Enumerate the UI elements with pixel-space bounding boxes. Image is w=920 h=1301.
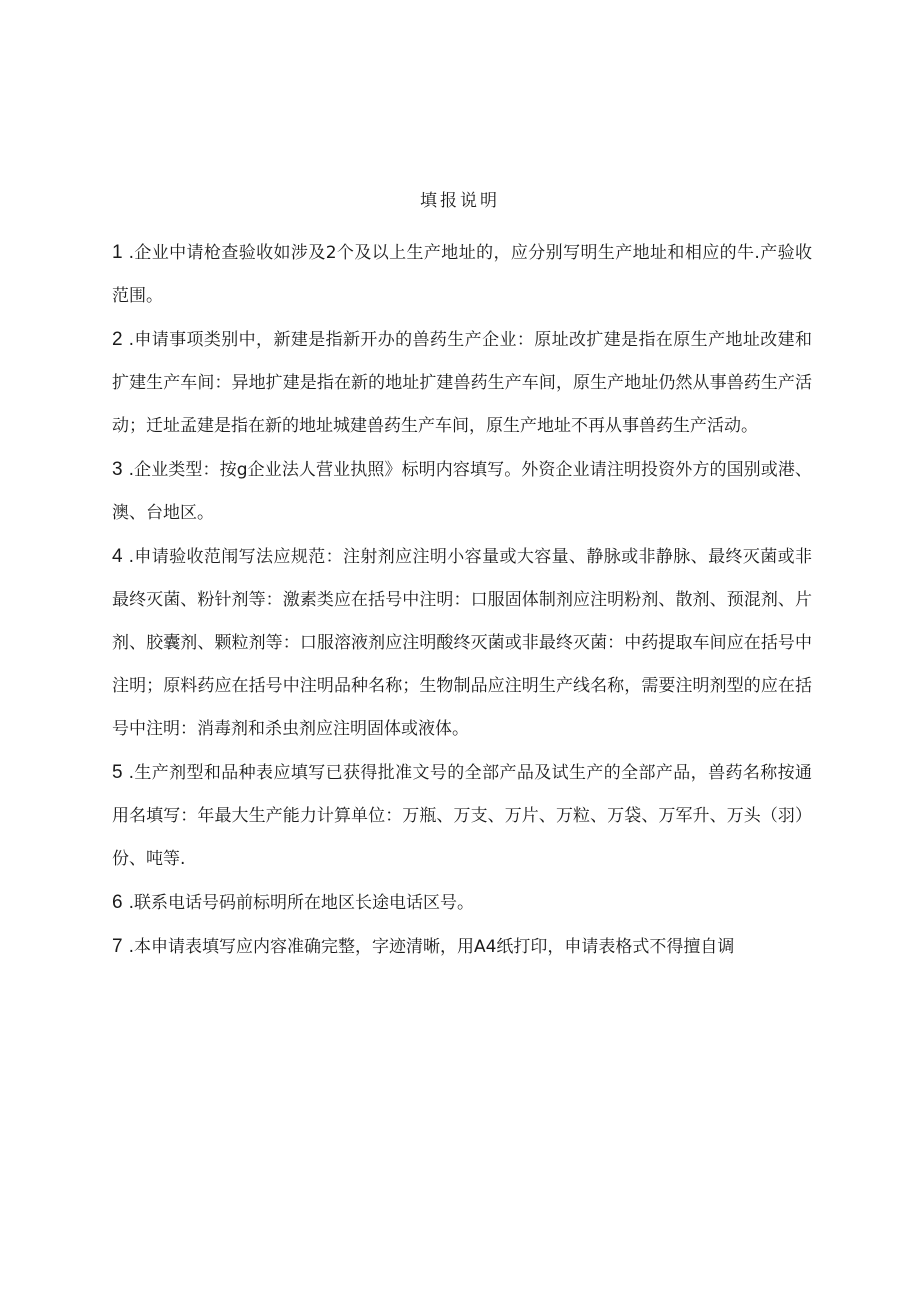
list-item (112, 881, 812, 925)
item-text: .企业中请枪查验收如涉及2个及以上生产地址的，应分别写明生产地址和相应的牛.产验收范围。 (112, 243, 812, 306)
list-item (112, 535, 812, 751)
item-number: 1 (112, 242, 123, 263)
item-text: .企业类型：按g企业法人营业执照》标明内容填写。外资企业请注明投资外方的国别或港、澳、台地区。 (112, 460, 812, 523)
list-item (112, 231, 812, 318)
item-number: 4 (112, 546, 123, 567)
item-number: 2 (112, 329, 123, 350)
item-number: 5 (112, 762, 123, 783)
document-title: 填报说明 (420, 191, 500, 211)
item-text: .生产剂型和品种表应填写已获得批准文号的全部产品及试生产的全部产品，兽药名称按通用名填写：年最大生产能力计算单位：万瓶、万支、万片、万粒、万袋、万军升、万头（羽）份、吨等. (112, 763, 812, 869)
list-item (112, 318, 812, 448)
item-number: 6 (112, 892, 123, 913)
list-item (112, 448, 812, 535)
list-item (112, 751, 812, 881)
item-number: 3 (112, 459, 123, 480)
item-text: .申请验收范闱写法应规范：注射剂应注明小容量或大容量、静脉或非静脉、最终灭菌或非最终灭菌、粉针剂等：激素类应在括号中注明：口服固体制剂应注明粉剂、散剂、预混剂、片剂、胶囊剂、颗粒剂等：口服溶液剂应注明酸终灭菌或非最终灭菌：中药提取车间应在括号中注明；原料药应在括号中注明品种名称；生物制品应注明生产线名称，需要注明剂型的应在括号中注明：消毒剂和杀虫剂应注明固体或液体。 (112, 547, 812, 739)
instructions-list (112, 231, 812, 969)
item-text: .联系电话号码前标明所在地区长途电话区号。 (128, 893, 474, 913)
list-item (112, 925, 812, 969)
item-number: 7 (112, 936, 123, 957)
item-text: .本申请表填写应内容准确完整，字迹清晰，用A4纸打印，申请表格式不得擅自调 (128, 937, 735, 957)
item-text: .申请事项类别中，新建是指新开办的兽药生产企业：原址改扩建是指在原生产地址改建和扩建生产车间：异地扩建是指在新的地址扩建兽药生产车间，原生产地址仍然从事兽药生产活动；迁址孟建是指在新的地址城建兽药生产车间，原生产地址不再从事兽药生产活动。 (112, 330, 812, 436)
